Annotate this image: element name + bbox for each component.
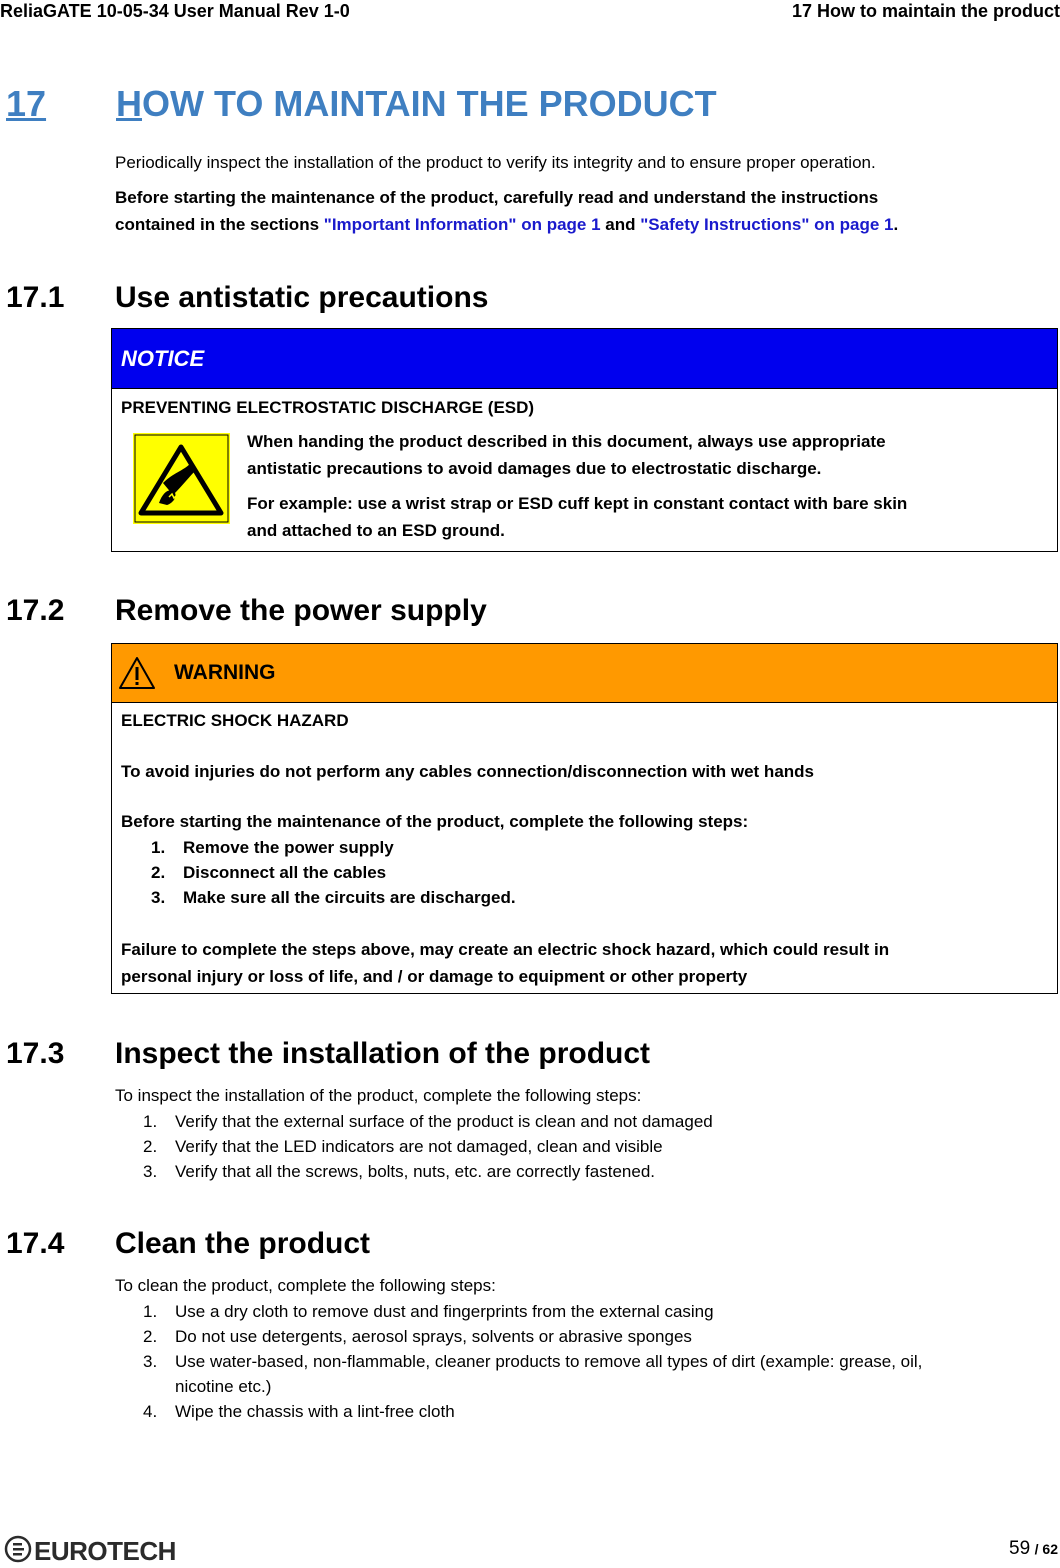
list-item: 3. Verify that all the screws, bolts, nuts, etc. are correctly fastened. bbox=[143, 1162, 655, 1181]
section-title: Clean the product bbox=[115, 1227, 371, 1260]
section-heading-17-4 bbox=[6, 1227, 370, 1261]
total-pages: / 62 bbox=[1034, 1541, 1058, 1557]
section-number: 17.2 bbox=[6, 594, 65, 627]
section-number: 17.1 bbox=[6, 281, 65, 314]
section-intro: To clean the product, complete the following steps: bbox=[115, 1276, 496, 1295]
safety-instructions-link[interactable]: "Safety Instructions" on page 1 bbox=[640, 215, 894, 234]
notice-line: When handing the product described in this document, always use appropriate bbox=[247, 432, 886, 451]
header-document-title: ReliaGATE 10-05-34 User Manual Rev 1-0 bbox=[0, 1, 350, 21]
section-title: Use antistatic precautions bbox=[115, 281, 489, 314]
section-title: Remove the power supply bbox=[115, 594, 487, 627]
list-item: 1. Verify that the external surface of the product is clean and not damaged bbox=[143, 1112, 713, 1131]
intro-period: . bbox=[893, 215, 899, 234]
esd-warning-icon bbox=[133, 433, 230, 524]
section-title: Inspect the installation of the product bbox=[115, 1037, 651, 1070]
warning-steps bbox=[151, 835, 516, 910]
warning-banner bbox=[112, 644, 1057, 703]
intro-and: and bbox=[600, 215, 641, 234]
intro-paragraph: Periodically inspect the installation of the product to verify its integrity and to ensure proper operation. bbox=[115, 153, 876, 172]
list-item: 4. Wipe the chassis with a lint-free cloth bbox=[143, 1402, 455, 1421]
eurotech-logo-icon bbox=[4, 1535, 34, 1568]
notice-box bbox=[111, 328, 1058, 552]
eurotech-logo bbox=[4, 1535, 176, 1565]
list-item: 3. Use water-based, non-flammable, cleaner products to remove all types of dirt (example: grease, oil, bbox=[143, 1352, 923, 1371]
list-item: 3. Make sure all the circuits are discharged. bbox=[151, 888, 516, 907]
warning-title: WARNING bbox=[174, 661, 276, 684]
inspect-steps-list bbox=[143, 1109, 713, 1184]
warning-avoid: To avoid injuries do not perform any cables connection/disconnection with wet hands bbox=[121, 762, 814, 781]
important-information-link[interactable]: "Important Information" on page 1 bbox=[323, 215, 601, 234]
section-heading-17-1 bbox=[6, 281, 488, 315]
section-heading-17-3 bbox=[6, 1037, 650, 1071]
clean-steps-list bbox=[143, 1299, 922, 1424]
warning-failure bbox=[121, 936, 889, 990]
header-section-title: 17 How to maintain the product bbox=[791, 1, 1060, 21]
warning-triangle-icon bbox=[118, 656, 156, 695]
list-item: 2. Do not use detergents, aerosol sprays, solvents or abrasive sponges bbox=[143, 1327, 692, 1346]
warning-box bbox=[111, 643, 1058, 994]
page-number bbox=[1009, 1538, 1058, 1560]
warning-failure-line: personal injury or loss of life, and / or damage to equipment or other property bbox=[121, 967, 748, 986]
warning-hazard: ELECTRIC SHOCK HAZARD bbox=[121, 711, 349, 730]
chapter-title bbox=[6, 84, 717, 124]
list-item: 1. Remove the power supply bbox=[151, 838, 394, 857]
chapter-title-initial: H bbox=[116, 83, 142, 124]
notice-banner: NOTICE bbox=[112, 329, 1057, 389]
notice-text bbox=[247, 428, 907, 544]
list-item: 2. Disconnect all the cables bbox=[151, 863, 387, 882]
list-item: nicotine etc.) bbox=[175, 1377, 272, 1396]
section-intro: To inspect the installation of the product, complete the following steps: bbox=[115, 1086, 642, 1105]
warning-failure-line: Failure to complete the steps above, may create an electric shock hazard, which could result in bbox=[121, 940, 890, 959]
warning-before: Before starting the maintenance of the product, complete the following steps: bbox=[121, 812, 749, 831]
eurotech-logo-text: EUROTECH bbox=[34, 1536, 176, 1566]
section-number: 17.3 bbox=[6, 1037, 65, 1070]
intro-warning-line1: Before starting the maintenance of the product, carefully read and understand the instructions bbox=[115, 188, 879, 207]
section-heading-17-2 bbox=[6, 594, 487, 628]
chapter-number: 17 bbox=[6, 83, 47, 124]
list-item: 2. Verify that the LED indicators are not damaged, clean and visible bbox=[143, 1137, 663, 1156]
intro-text: contained in the sections bbox=[115, 215, 324, 234]
notice-subtitle: PREVENTING ELECTROSTATIC DISCHARGE (ESD) bbox=[121, 398, 535, 417]
section-number: 17.4 bbox=[6, 1227, 65, 1260]
notice-line: and attached to an ESD ground. bbox=[247, 521, 505, 540]
current-page: 59 bbox=[1009, 1538, 1031, 1559]
list-item: 1. Use a dry cloth to remove dust and fingerprints from the external casing bbox=[143, 1302, 714, 1321]
chapter-title-rest: OW TO MAINTAIN THE PRODUCT bbox=[142, 83, 717, 124]
intro-warning-line2 bbox=[115, 214, 898, 236]
notice-line: antistatic precautions to avoid damages due to electrostatic discharge. bbox=[247, 459, 822, 478]
notice-line: For example: use a wrist strap or ESD cuff kept in constant contact with bare skin bbox=[247, 494, 908, 513]
